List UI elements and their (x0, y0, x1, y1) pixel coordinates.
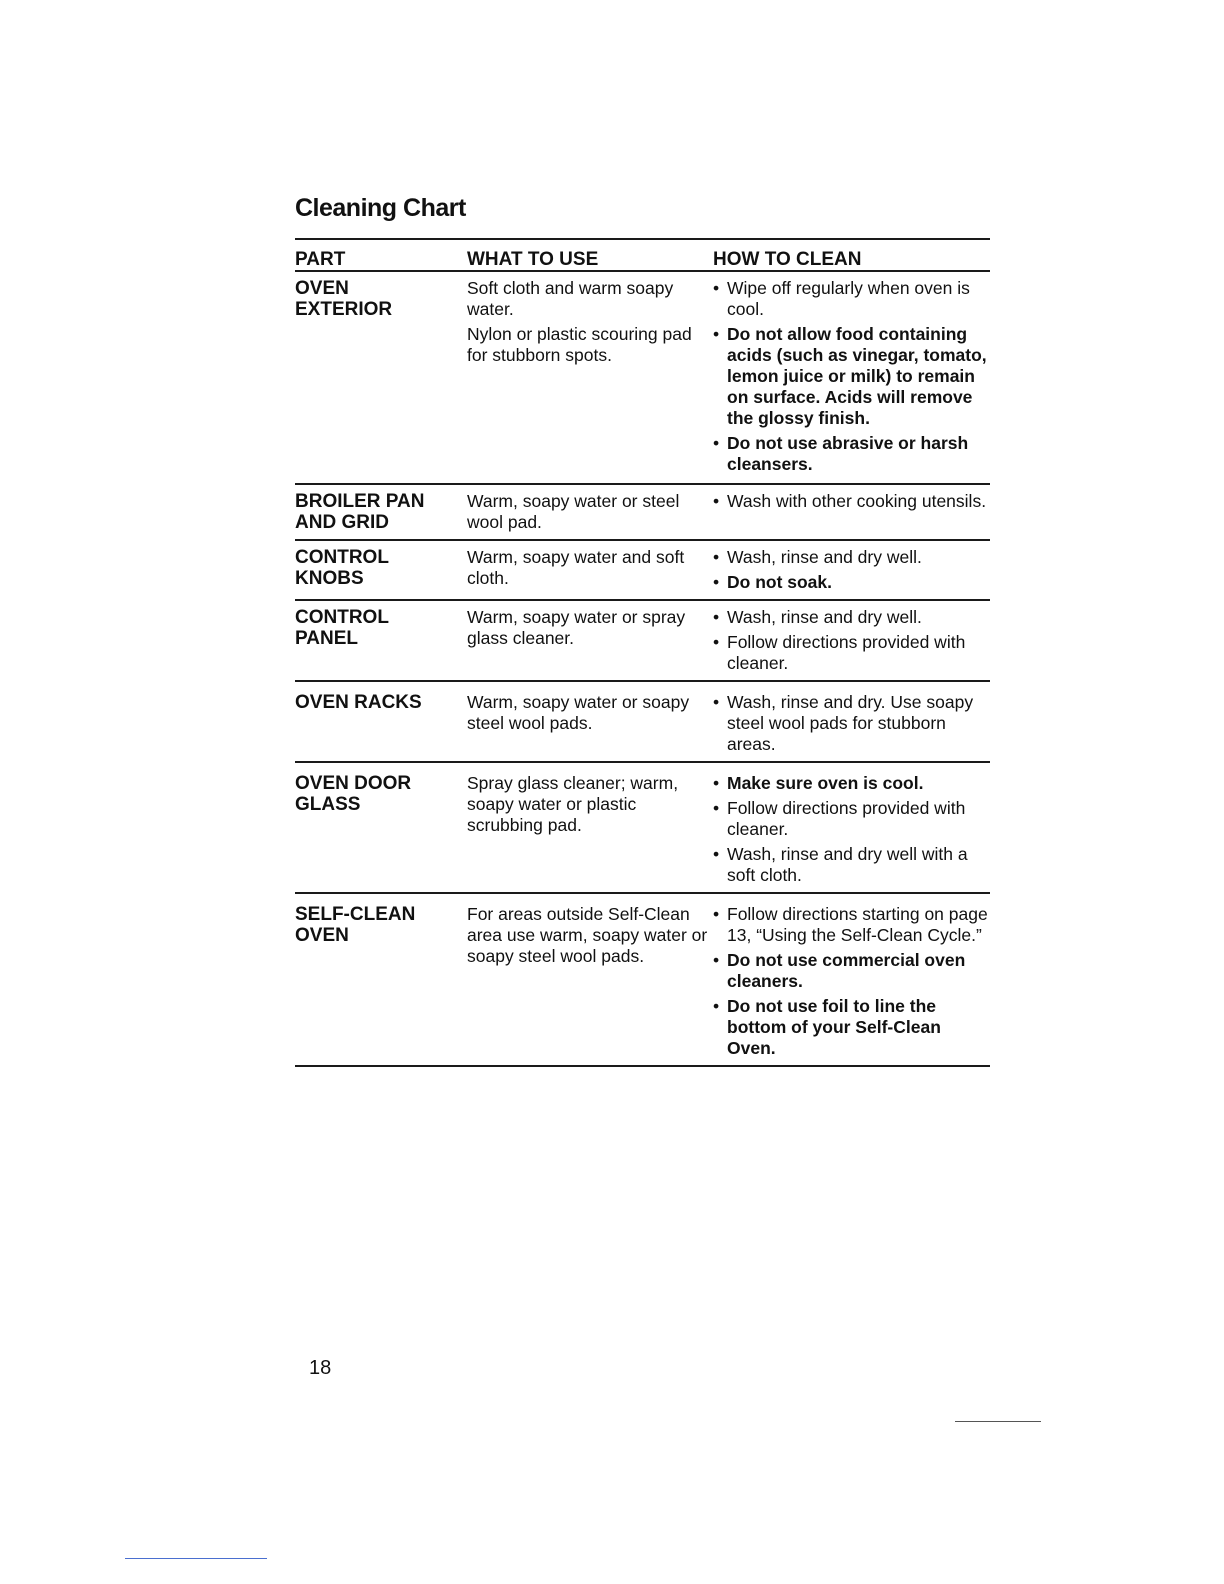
how-to-clean-list (713, 278, 990, 475)
how-to-clean-item (713, 996, 990, 1059)
bullet-icon: • (713, 324, 720, 344)
what-to-use-cell (467, 607, 713, 653)
what-to-use-text: Warm, soapy water or spray glass cleaner. (467, 607, 686, 648)
how-to-clean-cell (713, 692, 990, 759)
how-to-clean-cell (713, 773, 990, 890)
how-to-clean-cell (713, 491, 990, 516)
bullet-icon: • (713, 547, 720, 567)
what-to-use-text: Warm, soapy water or steel wool pad. (467, 491, 680, 532)
how-to-clean-item (713, 632, 990, 674)
how-to-clean-list (713, 547, 990, 593)
part-cell: OVEN RACKS (295, 692, 422, 713)
what-to-use-text: For areas outside Self-Clean area use warm, soapy water or soapy steel wool pads. (467, 904, 708, 966)
what-to-use-text: Soft cloth and warm soapy water. (467, 278, 674, 319)
bullet-icon: • (713, 798, 720, 818)
how-to-clean-item (713, 692, 990, 755)
how-to-clean-item (713, 278, 990, 320)
how-to-clean-text: Follow directions provided with cleaner. (727, 798, 966, 839)
part-cell: OVEN DOOR GLASS (295, 773, 412, 815)
how-to-clean-text: Wipe off regularly when oven is cool. (727, 278, 970, 319)
how-to-clean-cell (713, 607, 990, 678)
how-to-clean-item (713, 844, 990, 886)
what-to-use-text: Nylon or plastic scouring pad for stubborn spots. (467, 324, 692, 365)
bullet-icon: • (713, 278, 720, 298)
bullet-icon: • (713, 491, 720, 511)
how-to-clean-item (713, 433, 990, 475)
what-to-use-cell (467, 692, 713, 738)
how-to-clean-list (713, 904, 990, 1059)
bullet-icon: • (713, 607, 720, 627)
how-to-clean-text: Wash, rinse and dry. Use soapy steel wool pads for stubborn areas. (727, 692, 974, 754)
scan-edge-line (955, 1421, 1041, 1422)
row-divider (295, 1065, 990, 1067)
how-to-clean-text: Follow directions provided with cleaner. (727, 632, 966, 673)
part-cell: OVEN EXTERIOR (295, 278, 393, 320)
table-row (295, 272, 990, 483)
bullet-icon: • (713, 844, 720, 864)
what-to-use-cell (467, 773, 713, 840)
what-to-use-cell (467, 278, 713, 370)
page-number: 18 (309, 1357, 332, 1379)
bullet-icon: • (713, 904, 720, 924)
table-row (295, 894, 990, 1065)
how-to-clean-text: Wash, rinse and dry well. (727, 547, 922, 567)
table-row (295, 541, 990, 599)
how-to-clean-list (713, 491, 990, 512)
what-to-use-cell (467, 547, 713, 593)
how-to-clean-list (713, 692, 990, 755)
how-to-clean-item (713, 798, 990, 840)
how-to-clean-item (713, 572, 990, 593)
how-to-clean-text: Follow directions starting on page 13, “Using the Self-Clean Cycle.” (727, 904, 988, 945)
how-to-clean-item (713, 324, 990, 429)
header-how-to-clean: HOW TO CLEAN (713, 249, 862, 270)
table-row (295, 682, 990, 761)
how-to-clean-text: Wash, rinse and dry well with a soft cloth. (727, 844, 968, 885)
how-to-clean-text: Make sure oven is cool. (727, 773, 924, 793)
table-header-row (295, 240, 990, 270)
part-cell: CONTROL PANEL (295, 607, 389, 649)
bullet-icon: • (713, 572, 720, 592)
what-to-use-cell (467, 904, 713, 971)
how-to-clean-text: Do not soak. (727, 572, 833, 592)
how-to-clean-text: Do not use commercial oven cleaners. (727, 950, 966, 991)
bullet-icon: • (713, 773, 720, 793)
bullet-icon: • (713, 692, 720, 712)
how-to-clean-cell (713, 547, 990, 597)
what-to-use-text: Spray glass cleaner; warm, soapy water or plastic scrubbing pad. (467, 773, 679, 835)
how-to-clean-text: Do not use abrasive or harsh cleansers. (727, 433, 969, 474)
how-to-clean-item (713, 547, 990, 568)
how-to-clean-item (713, 773, 990, 794)
how-to-clean-item (713, 950, 990, 992)
header-part: PART (295, 249, 346, 270)
how-to-clean-cell (713, 904, 990, 1063)
part-cell: SELF-CLEAN OVEN (295, 904, 416, 946)
how-to-clean-text: Do not use foil to line the bottom of your Self-Clean Oven. (727, 996, 941, 1058)
page-title: Cleaning Chart (295, 194, 466, 222)
part-cell: BROILER PAN AND GRID (295, 491, 425, 533)
how-to-clean-cell (713, 278, 990, 479)
how-to-clean-item (713, 904, 990, 946)
how-to-clean-text: Do not allow food containing acids (such as vinegar, tomato, lemon juice or milk) to remain on surface. Acids will remove the glossy finish. (727, 324, 987, 428)
scan-edge-line-bottom (125, 1558, 267, 1559)
bullet-icon: • (713, 996, 720, 1016)
how-to-clean-list (713, 773, 990, 886)
what-to-use-cell (467, 491, 713, 537)
how-to-clean-text: Wash, rinse and dry well. (727, 607, 922, 627)
how-to-clean-item (713, 491, 990, 512)
what-to-use-text: Warm, soapy water and soft cloth. (467, 547, 685, 588)
part-cell: CONTROL KNOBS (295, 547, 389, 589)
what-to-use-text: Warm, soapy water or soapy steel wool pads. (467, 692, 690, 733)
table-row (295, 601, 990, 680)
how-to-clean-text: Wash with other cooking utensils. (727, 491, 987, 511)
how-to-clean-item (713, 607, 990, 628)
bullet-icon: • (713, 632, 720, 652)
bullet-icon: • (713, 950, 720, 970)
how-to-clean-list (713, 607, 990, 674)
table-row (295, 485, 990, 539)
table-row (295, 763, 990, 892)
header-what-to-use: WHAT TO USE (467, 249, 599, 270)
bullet-icon: • (713, 433, 720, 453)
cleaning-chart-table (295, 238, 990, 1067)
